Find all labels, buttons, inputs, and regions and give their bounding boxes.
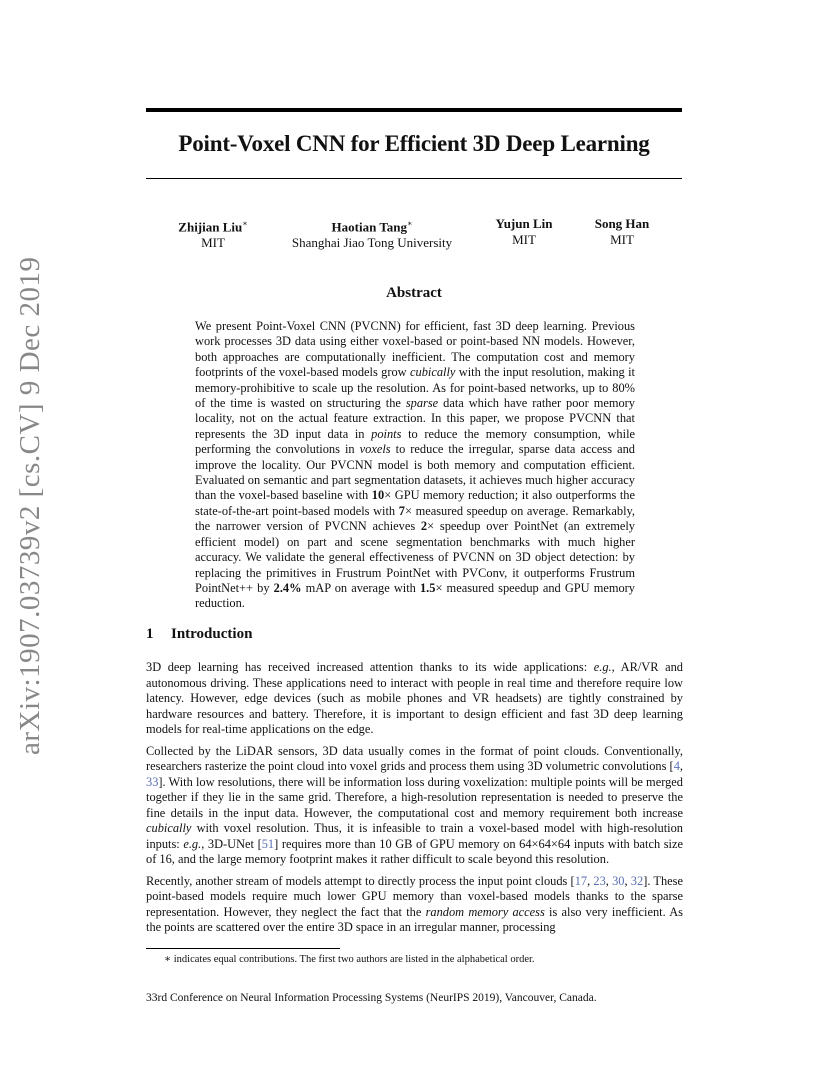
intro-paragraph-3: Recently, another stream of models attempt to directly process the input point clouds [17, 23, 30, 32]. These point-based models require much lower GPU memory than voxel-based models thanks to the sparse representation. However, they neglect the fact that the random memory access is also very inefficient. As the points are scattered over the entire 3D space in an irregular manner, processing <box>146 873 684 934</box>
author-affiliation: MIT <box>201 235 225 251</box>
arxiv-stamp: arXiv:1907.03739v2 [cs.CV] 9 Dec 2019 <box>14 256 46 755</box>
top-rule <box>146 108 682 112</box>
conference-note: 33rd Conference on Neural Information Processing Systems (NeurIPS 2019), Vancouver, Canada. <box>146 992 597 1004</box>
footnote: ∗ indicates equal contributions. The first two authors are listed in the alphabetical order. <box>164 954 535 965</box>
author-2 <box>282 216 462 251</box>
section-number: 1 <box>146 626 154 642</box>
author-mark: ∗ <box>242 219 248 228</box>
footnote-rule <box>146 948 340 949</box>
citation-link[interactable]: 4 <box>673 759 680 773</box>
citation-link[interactable]: 30 <box>612 873 625 888</box>
citation-link[interactable]: 32 <box>630 873 644 888</box>
author-affiliation: MIT <box>512 232 536 247</box>
author-name: Yujun Lin <box>495 216 553 231</box>
abstract-heading: Abstract <box>386 285 442 301</box>
author-affiliation: Shanghai Jiao Tong University <box>291 235 453 251</box>
author-3 <box>484 216 564 248</box>
intro-paragraph-1: 3D deep learning has received increased attention thanks to its wide applications: e.g., AR/VR and autonomous driving. These applications need to interact with people in real time and therefore require low latency. However, edge devices (such as mobile phones and VR headsets) are tightly constrained by hardware resources and battery. Therefore, it is important to design efficient and fast 3D deep learning models for real-time applications on the edge. <box>146 660 683 736</box>
paper-title: Point-Voxel CNN for Efficient 3D Deep Learning <box>178 131 650 156</box>
citation-link[interactable]: 33 <box>146 774 159 789</box>
section-heading <box>146 626 252 643</box>
author-4 <box>582 216 662 248</box>
author-1 <box>163 216 263 251</box>
citation-link[interactable]: 23 <box>593 873 606 888</box>
author-mark: ∗ <box>407 219 413 228</box>
author-affiliation: MIT <box>610 232 634 247</box>
abstract-body: We present Point-Voxel CNN (PVCNN) for efficient, fast 3D deep learning. Previous work processes 3D data using either voxel-based or point-based NN models. However, both approaches are computationally inefficient. The computation cost and memory footprints of the voxel-based models grow cubically with the input resolution, making it memory-prohibitive to scale up the resolution. As for point-based networks, up to 80% of the time is wasted on structuring the sparse data which have rather poor memory locality, not on the actual feature extraction. In this paper, we propose PVCNN that represents the 3D input data in points to reduce the memory consumption, while performing the convolutions in voxels to reduce the irregular, sparse data access and improve the locality. Our PVCNN model is both memory and computation efficient. Evaluated on semantic and part segmentation datasets, it achieves much higher accuracy than the voxel-based baseline with 10× GPU memory reduction; it also outperforms the state-of-the-art point-based models with 7× measured speedup on average. Remarkably, the narrower version of PVCNN achieves 2× speedup over PointNet (an extremely efficient model) on part and scene segmentation benchmarks with much higher accuracy. We validate the general effectiveness of PVCNN on 3D object detection: by replacing the primitives in Frustrum PointNet with PVConv, it outperforms Frustrum PointNet++ by 2.4% mAP on average with 1.5× measured speedup and GPU memory reduction. <box>195 319 636 611</box>
intro-paragraph-2: Collected by the LiDAR sensors, 3D data usually comes in the format of point clouds. Conventionally, researchers rasterize the point cloud into voxel grids and process them using 3D volumetric convolutions [4, 33]. With low resolutions, there will be information loss during voxelization: multiple points will be merged together if they lie in the same grid. Therefore, a high-resolution representation is needed to preserve the fine details in the input data. However, the computational cost and memory requirement both increase cubically with voxel resolution. Thus, it is infeasible to train a voxel-based model with high-resolution inputs: e.g., 3D-UNet [51] requires more than 10 GB of GPU memory on 64×64×64 inputs with batch size of 16, and the large memory footprint makes it rather difficult to scale beyond this resolution. <box>146 743 684 866</box>
author-name: Song Han <box>594 216 650 231</box>
author-name: Zhijian Liu <box>178 219 243 235</box>
intro-body <box>146 660 683 942</box>
citation-link[interactable]: 17 <box>574 873 588 888</box>
author-name: Haotian Tang <box>331 219 408 235</box>
title-rule <box>146 178 682 179</box>
section-title: Introduction <box>171 626 253 642</box>
citation-link[interactable]: 51 <box>261 836 275 851</box>
